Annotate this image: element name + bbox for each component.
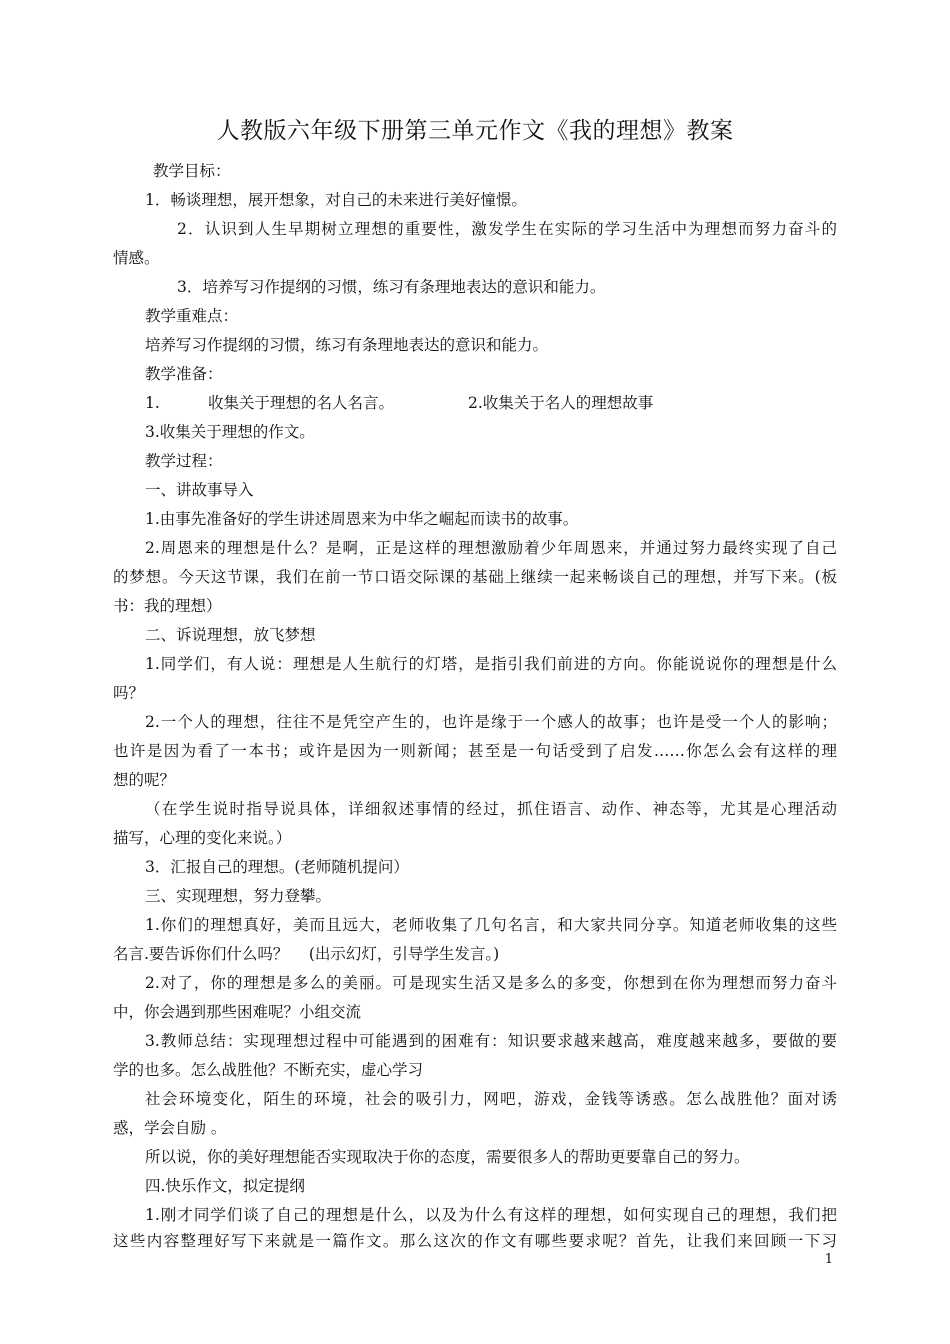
paragraph-line: 2．认识到人生早期树立理想的重要性，激发学生在实际的学习生活中为理想而努力奋斗的 (177, 220, 837, 238)
paragraph-line: 1.由事先准备好的学生讲述周恩来为中华之崛起而读书的故事。 (145, 510, 579, 528)
paragraph-line: 1.同学们，有人说：理想是人生航行的灯塔，是指引我们前进的方向。你能说说你的理想是什么 (145, 655, 837, 673)
paragraph-line: 3．培养写习作提纲的习惯，练习有条理地表达的意识和能力。 (177, 278, 606, 296)
paragraph-line: 的梦想。今天这节课，我们在前一节口语交际课的基础上继续一起来畅谈自己的理想，并写下来。(板 (113, 568, 837, 586)
paragraph-line: 收集关于理想的名人名言。 (208, 394, 395, 412)
paragraph-line: 情感。 (113, 249, 160, 267)
paragraph-line: 社会环境变化，陌生的环境，社会的吸引力，网吧，游戏，金钱等诱惑。怎么战胜他？面对诱 (145, 1090, 837, 1108)
paragraph-line: 教学目标： (153, 162, 231, 180)
paragraph-line: 想的呢？ (113, 771, 176, 789)
paragraph-line: 吗？ (113, 684, 145, 702)
document-title: 人教版六年级下册第三单元作文《我的理想》教案 (216, 118, 734, 144)
paragraph-line: 学的也多。怎么战胜他？不断充实，虚心学习 (113, 1061, 424, 1079)
paragraph-line: （在学生说时指导说具体，详细叙述事情的经过，抓住语言、动作、神态等，尤其是心理活动 (145, 800, 837, 818)
paragraph-line: 教学准备： (145, 365, 223, 383)
paragraph-line: 1.刚才同学们谈了自己的理想是什么，以及为什么有这样的理想，如何实现自己的理想，我们把 (145, 1206, 837, 1224)
paragraph-line: 书：我的理想） (113, 597, 222, 615)
paragraph-line: 惑，学会自励 。 (113, 1119, 227, 1137)
paragraph-line: 培养写习作提纲的习惯，练习有条理地表达的意识和能力。 (145, 336, 549, 354)
paragraph-line: 中，你会遇到那些困难呢？小组交流 (113, 1003, 362, 1021)
paragraph-line: 教学过程： (145, 452, 223, 470)
paragraph-line: 2.收集关于名人的理想故事 (468, 394, 654, 412)
paragraph-line: 也许是因为看了一本书；或许是因为一则新闻；甚至是一句话受到了启发……你怎么会有这样的理 (113, 742, 837, 760)
section-heading: 三、实现理想，努力登攀。 (145, 887, 332, 905)
section-heading: 四.快乐作文，拟定提纲 (145, 1177, 305, 1195)
paragraph-line: 教学重难点： (145, 307, 239, 325)
paragraph-line: 2.一个人的理想，往往不是凭空产生的，也许是缘于一个感人的故事；也许是受一个人的影响； (145, 713, 837, 731)
paragraph-line: 1．畅谈理想，展开想象，对自己的未来进行美好憧憬。 (145, 191, 527, 209)
section-heading: 二、诉说理想，放飞梦想 (145, 626, 316, 644)
paragraph-line: 2.周恩来的理想是什么？是啊，正是这样的理想激励着少年周恩来，并通过努力最终实现了自己 (145, 539, 837, 557)
paragraph-line: 3.教师总结：实现理想过程中可能遇到的困难有：知识要求越来越高，难度越来越多，要做的要 (145, 1032, 837, 1050)
section-heading: 一、讲故事导入 (145, 481, 254, 499)
paragraph-line: 3.收集关于理想的作文。 (145, 423, 315, 441)
paragraph-line: 这些内容整理好写下来就是一篇作文。那么这次的作文有哪些要求呢？首先，让我们来回顾一下习 (113, 1232, 837, 1250)
paragraph-line: 1.你们的理想真好，美而且远大，老师收集了几句名言，和大家共同分享。知道老师收集的这些 (145, 916, 837, 934)
paragraph-line: 描写，心理的变化来说。） (113, 829, 292, 847)
page-number: 1 (824, 1252, 833, 1267)
paragraph-line: 名言.要告诉你们什么吗？ (出示幻灯，引导学生发言。) (113, 945, 500, 963)
paragraph-line: 3．汇报自己的理想。(老师随机提问） (145, 858, 409, 876)
paragraph-line: 1. (145, 394, 160, 412)
paragraph-line: 2.对了，你的理想是多么的美丽。可是现实生活又是多么的多变，你想到在你为理想而努力奋斗 (145, 974, 837, 992)
paragraph-line: 所以说，你的美好理想能否实现取决于你的态度，需要很多人的帮助更要靠自己的努力。 (145, 1148, 750, 1166)
